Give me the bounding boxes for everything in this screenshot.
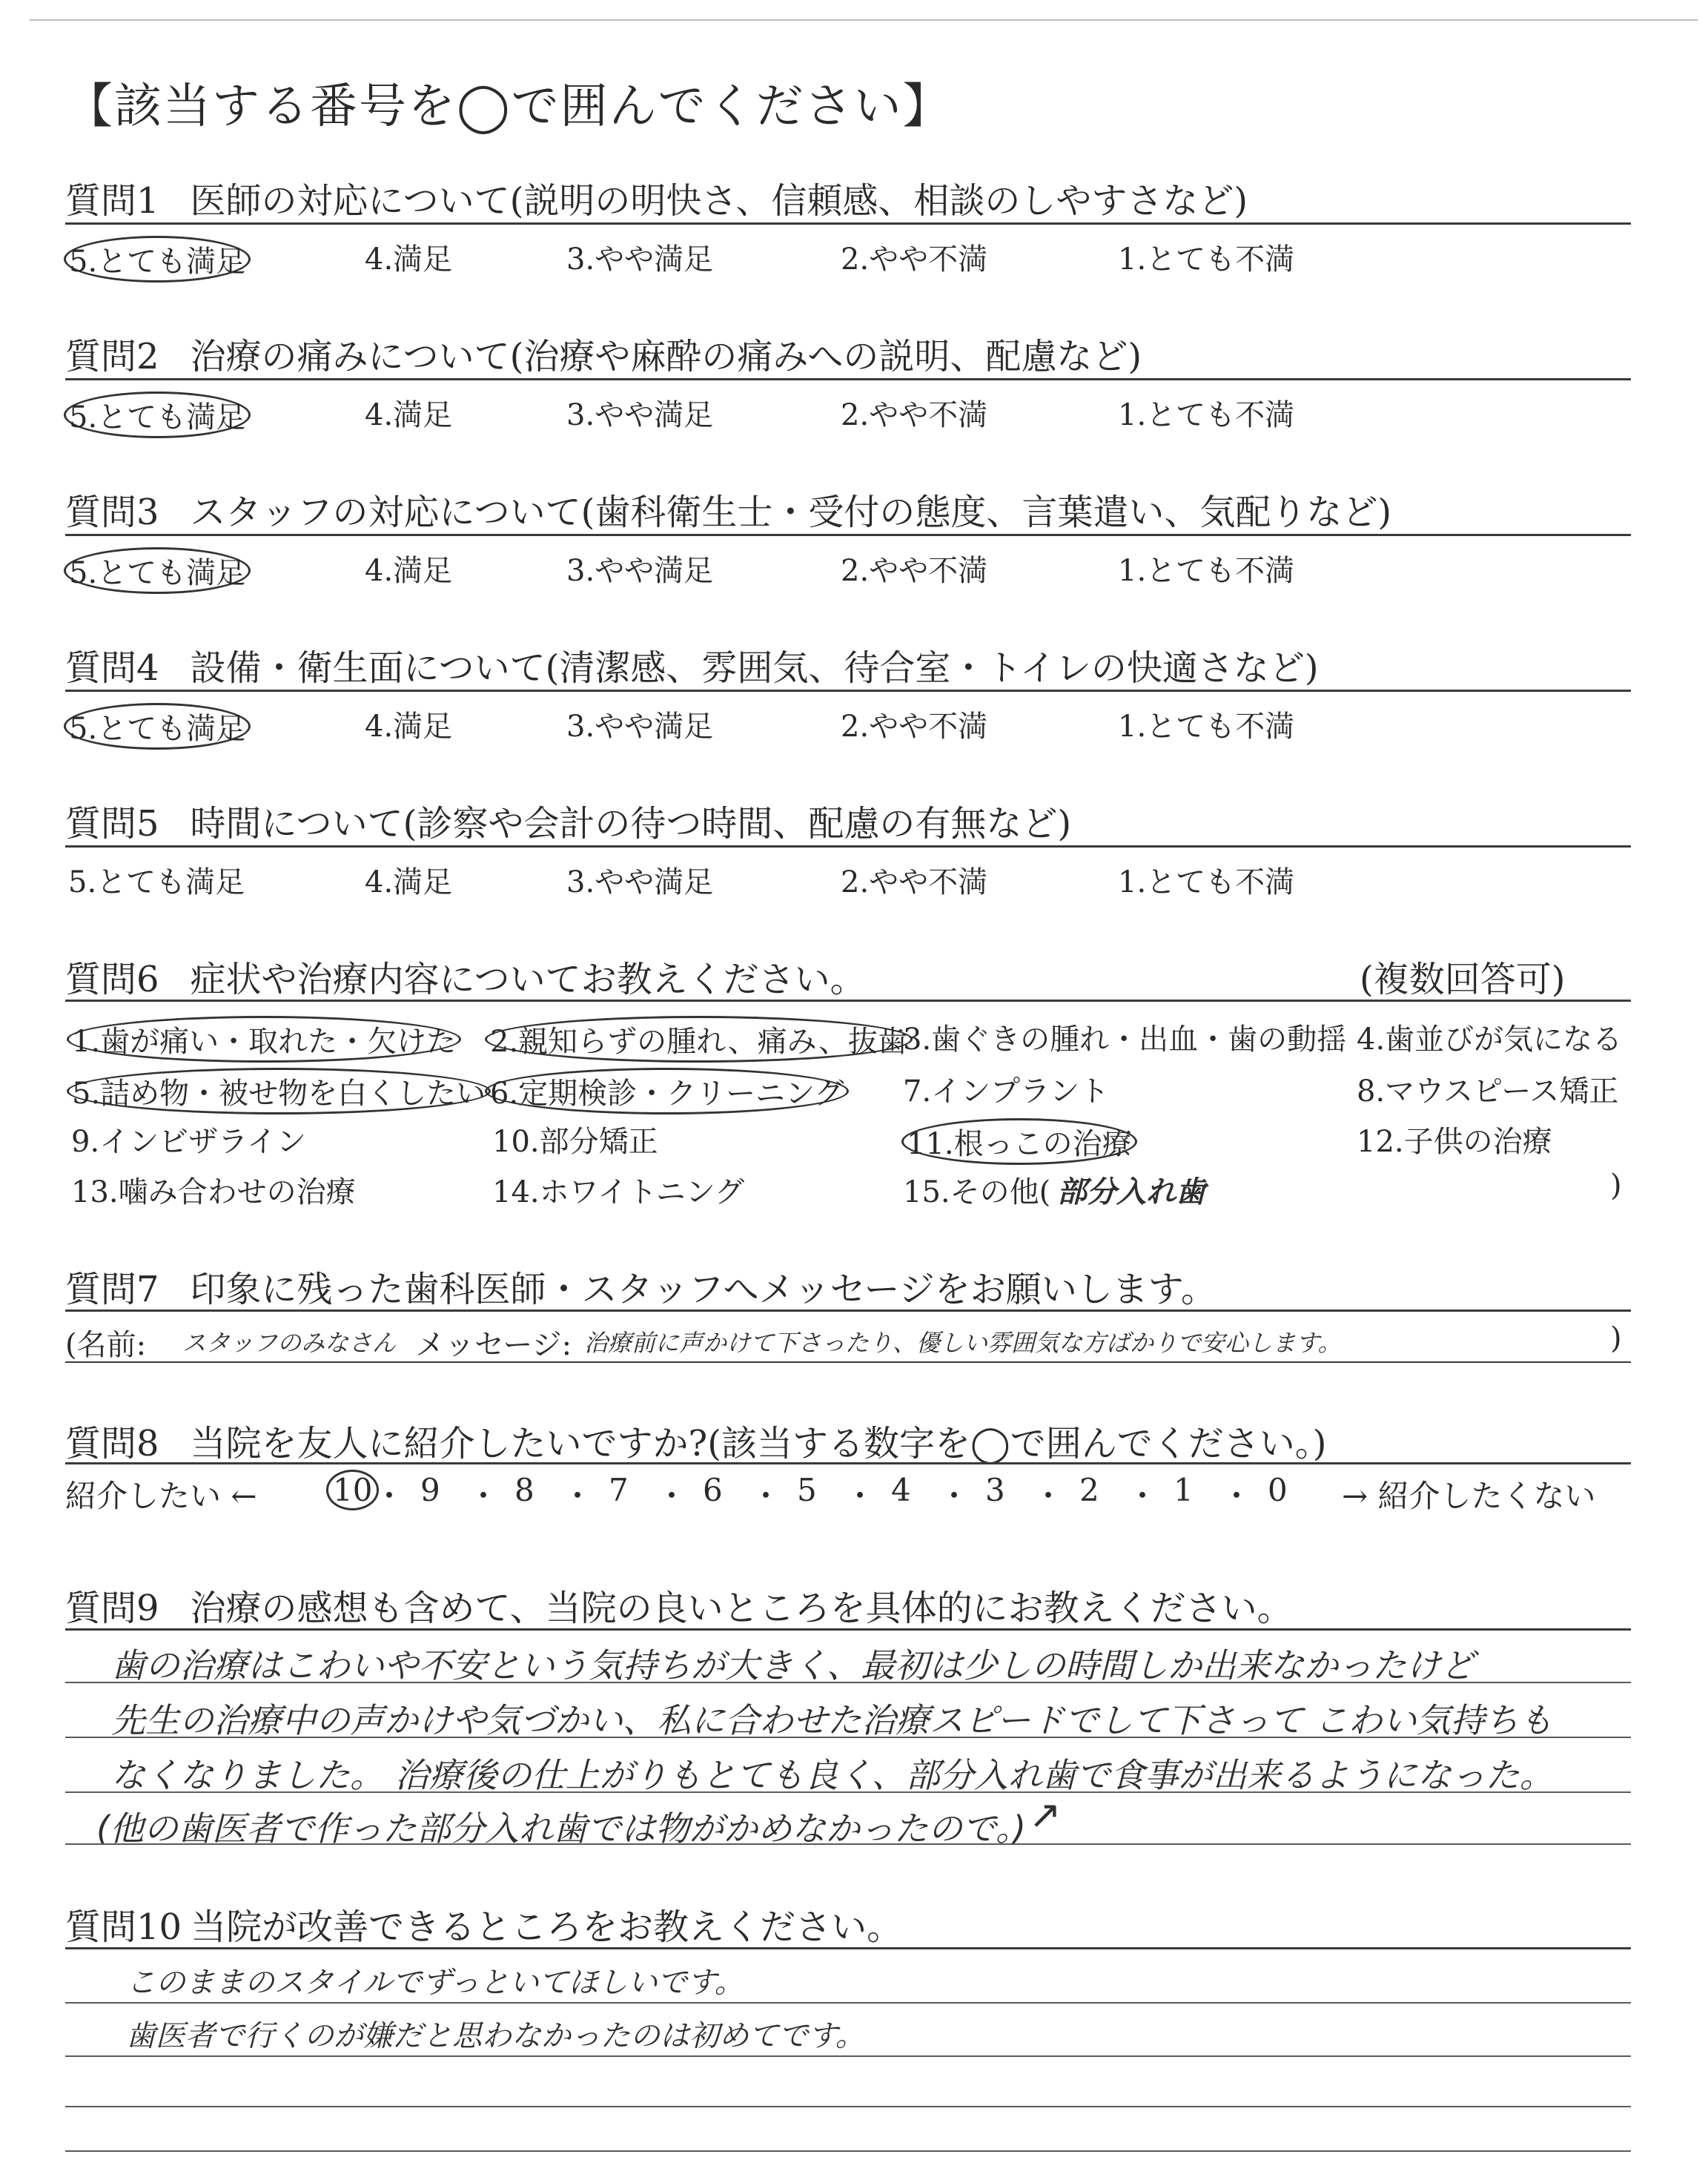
question-divider (65, 845, 1631, 848)
rating-option-1[interactable]: 1.とても不満 (1118, 710, 1295, 744)
question-text: スタッフの対応について(歯科衛生士・受付の態度、言葉遣い、気配りなど) (190, 492, 1392, 533)
scale-value-0[interactable]: 0 (1268, 1472, 1288, 1508)
scale-value-3[interactable]: 3 (985, 1472, 1005, 1508)
rating-option-5[interactable]: 5.とても満足 (68, 703, 251, 750)
question-number: 質問2 (65, 336, 159, 377)
answer-rule (65, 1791, 1631, 1793)
symptom-option-14[interactable]: 14.ホワイトニング (492, 1175, 745, 1209)
rating-option-1[interactable]: 1.とても不満 (1118, 865, 1295, 899)
page-title: 【該当する番号を◯で囲んでください】 (65, 79, 952, 134)
question-8 (65, 1415, 1326, 1466)
scale-separator: ・ (844, 1478, 876, 1514)
question-5 (65, 795, 1071, 846)
question-divider (65, 1309, 1631, 1312)
rating-option-3[interactable]: 3.やや満足 (566, 710, 714, 744)
question-text: 時間について(診察や会計の待つ時間、配慮の有無など) (190, 803, 1072, 845)
question-number: 質問10 (65, 1906, 182, 1948)
message-underline (65, 1361, 1631, 1363)
rating-option-4[interactable]: 4.満足 (365, 398, 453, 432)
question-divider (65, 1462, 1631, 1464)
question-text: 症状や治療内容についてお教えください。 (190, 959, 866, 1000)
symptom-option-15[interactable]: 15.その他( (903, 1175, 1051, 1209)
question-text: 治療の痛みについて(治療や麻酔の痛みへの説明、配慮など) (190, 336, 1142, 377)
question-text: 当院が改善できるところをお教えください。 (191, 1906, 903, 1948)
rating-option-5[interactable]: 5.とても満足 (68, 392, 251, 438)
symptom-option-1[interactable]: 1.歯が痛い・取れた・欠けた (71, 1016, 461, 1063)
question-3 (65, 483, 1391, 535)
scale-value-7[interactable]: 7 (609, 1472, 629, 1508)
question-number: 質問1 (65, 180, 159, 222)
rating-option-3[interactable]: 3.やや満足 (566, 865, 714, 899)
scale-separator: ・ (1221, 1478, 1253, 1514)
question-divider (65, 222, 1631, 225)
scale-value-6[interactable]: 6 (703, 1472, 723, 1508)
answer-line-1[interactable]: 歯の治療はこわいや不安という気持ちが大きく、最初は少しの時間しか出来なかったけど (111, 1645, 1475, 1685)
symptom-option-13[interactable]: 13.噛み合わせの治療 (71, 1175, 356, 1209)
question-divider (65, 378, 1631, 380)
answer-rule (65, 2106, 1631, 2107)
message-label: メッセージ: (415, 1328, 572, 1362)
symptom-option-5[interactable]: 5.詰め物・被せ物を白くしたい (71, 1068, 491, 1114)
question-number: 質問6 (65, 959, 159, 1000)
question-number: 質問5 (65, 803, 159, 845)
answer-rule (65, 2002, 1631, 2004)
rating-option-1[interactable]: 1.とても不満 (1118, 554, 1295, 588)
scale-value-10[interactable]: 10 (326, 1472, 379, 1508)
answer-rule (65, 2055, 1631, 2057)
rating-option-5[interactable]: 5.とても満足 (68, 236, 251, 283)
answer-rule (65, 1737, 1631, 1738)
question-text: 印象に残った歯科医師・スタッフへメッセージをお願いします。 (190, 1269, 1217, 1310)
scale-value-9[interactable]: 9 (420, 1472, 440, 1508)
symptom-option-2[interactable]: 2.親知らずの腫れ、痛み、抜歯 (489, 1016, 913, 1063)
scale-separator: ・ (468, 1478, 500, 1514)
scale-value-1[interactable]: 1 (1174, 1472, 1194, 1508)
question-6 (65, 951, 866, 1002)
other-close-paren: ) (1610, 1169, 1622, 1203)
arrow-up-right-icon: ↗ (1029, 1793, 1062, 1837)
answer-rule (65, 1682, 1631, 1683)
symptom-option-10[interactable]: 10.部分矯正 (492, 1125, 658, 1159)
name-value[interactable]: スタッフのみなさん (182, 1329, 397, 1357)
rating-option-2[interactable]: 2.やや不満 (841, 710, 988, 744)
question-7 (65, 1261, 1217, 1312)
rating-option-1[interactable]: 1.とても不満 (1118, 398, 1295, 432)
improvement-line-1[interactable]: このままのスタイルでずっといてほしいです。 (126, 1966, 744, 2000)
question-text: 当院を友人に紹介したいですか?(該当する数字を◯で囲んでください。) (190, 1423, 1327, 1464)
symptom-option-9[interactable]: 9.インビザライン (71, 1125, 306, 1159)
symptom-option-12[interactable]: 12.子供の治療 (1357, 1125, 1552, 1159)
symptom-option-6[interactable]: 6.定期検診・クリーニング (489, 1068, 849, 1114)
rating-option-5[interactable]: 5.とても満足 (68, 547, 251, 594)
question-text: 設備・衛生面について(清潔感、雰囲気、待合室・トイレの快適さなど) (190, 647, 1319, 689)
rating-option-4[interactable]: 4.満足 (365, 554, 453, 588)
rating-option-5[interactable]: 5.とても満足 (68, 865, 245, 899)
question-4 (65, 639, 1319, 690)
scale-value-5[interactable]: 5 (797, 1472, 817, 1508)
answer-line-2[interactable]: 先生の治療中の声かけや気づかい、私に合わせた治療スピードでして下さって こわい気持ちも (111, 1700, 1553, 1740)
recommend-right-label: → 紹介したくない (1342, 1478, 1596, 1514)
message-close-paren: ) (1610, 1321, 1622, 1355)
question-number: 質問4 (65, 647, 159, 689)
question-text: 治療の感想も含めて、当院の良いところを具体的にお教えください。 (190, 1588, 1293, 1629)
symptom-option-8[interactable]: 8.マウスピース矯正 (1357, 1074, 1619, 1109)
recommend-left-label: 紹介したい ← (65, 1478, 257, 1514)
rating-option-2[interactable]: 2.やや不満 (841, 554, 988, 588)
symptom-option-4[interactable]: 4.歯並びが気になる (1357, 1023, 1623, 1057)
answer-line-4[interactable]: (他の歯医者で作った部分入れ歯では物がかめなかったので。) (96, 1809, 1026, 1849)
rating-option-4[interactable]: 4.満足 (365, 865, 453, 899)
rating-option-4[interactable]: 4.満足 (365, 242, 453, 277)
scale-separator: ・ (939, 1478, 970, 1514)
answer-rule (65, 1843, 1631, 1845)
rating-option-2[interactable]: 2.やや不満 (841, 865, 988, 899)
other-answer[interactable]: 部分入れ歯 (1057, 1175, 1205, 1209)
question-2 (65, 328, 1142, 379)
question-number: 質問7 (65, 1269, 159, 1310)
message-value[interactable]: 治療前に声かけて下さったり、優しい雰囲気な方ばかりで安心します。 (584, 1329, 1342, 1357)
rating-option-4[interactable]: 4.満足 (365, 710, 453, 744)
scale-value-8[interactable]: 8 (514, 1472, 534, 1508)
rating-option-2[interactable]: 2.やや不満 (841, 242, 988, 277)
question-number: 質問3 (65, 492, 159, 533)
answer-rule (65, 2150, 1631, 2152)
rating-option-3[interactable]: 3.やや満足 (566, 554, 714, 588)
rating-option-2[interactable]: 2.やや不満 (841, 398, 988, 432)
scale-separator: ・ (1033, 1478, 1065, 1514)
answer-line-3[interactable]: なくなりました。 治療後の仕上がりもとても良く、部分入れ歯で食事が出来るようになった。 (111, 1755, 1554, 1795)
question-number: 質問9 (65, 1588, 159, 1629)
top-border (30, 19, 1698, 21)
question-10 (65, 1898, 902, 1949)
question-divider (65, 690, 1631, 692)
question-divider (65, 1628, 1631, 1631)
scale-separator: ・ (656, 1478, 688, 1514)
question-text: 医師の対応について(説明の明快さ、信頼感、相談のしやすさなど) (190, 180, 1248, 222)
improvement-line-2[interactable]: 歯医者で行くのが嫌だと思わなかったのは初めてです。 (126, 2019, 865, 2053)
scale-value-2[interactable]: 2 (1079, 1472, 1099, 1508)
name-label: (名前: (65, 1328, 147, 1362)
question-divider (65, 1000, 1631, 1002)
rating-option-1[interactable]: 1.とても不満 (1118, 242, 1295, 277)
rating-option-3[interactable]: 3.やや満足 (566, 398, 714, 432)
scale-separator: ・ (1127, 1478, 1159, 1514)
symptom-option-3[interactable]: 3.歯ぐきの腫れ・出血・歯の動揺 (903, 1023, 1347, 1057)
scale-separator: ・ (750, 1478, 782, 1514)
scale-separator: ・ (562, 1478, 594, 1514)
question-1 (65, 172, 1248, 223)
question-divider (65, 534, 1631, 536)
question-divider (65, 1947, 1631, 1949)
symptom-option-11[interactable]: 11.根っこの治療 (906, 1118, 1137, 1165)
symptom-option-7[interactable]: 7.インプラント (903, 1074, 1110, 1109)
scale-separator: ・ (374, 1478, 406, 1514)
question-9 (65, 1579, 1293, 1631)
scale-value-4[interactable]: 4 (891, 1472, 911, 1508)
multiple-answer-note: (複数回答可) (1360, 959, 1566, 1000)
rating-option-3[interactable]: 3.やや満足 (566, 242, 714, 277)
question-number: 質問8 (65, 1423, 159, 1464)
